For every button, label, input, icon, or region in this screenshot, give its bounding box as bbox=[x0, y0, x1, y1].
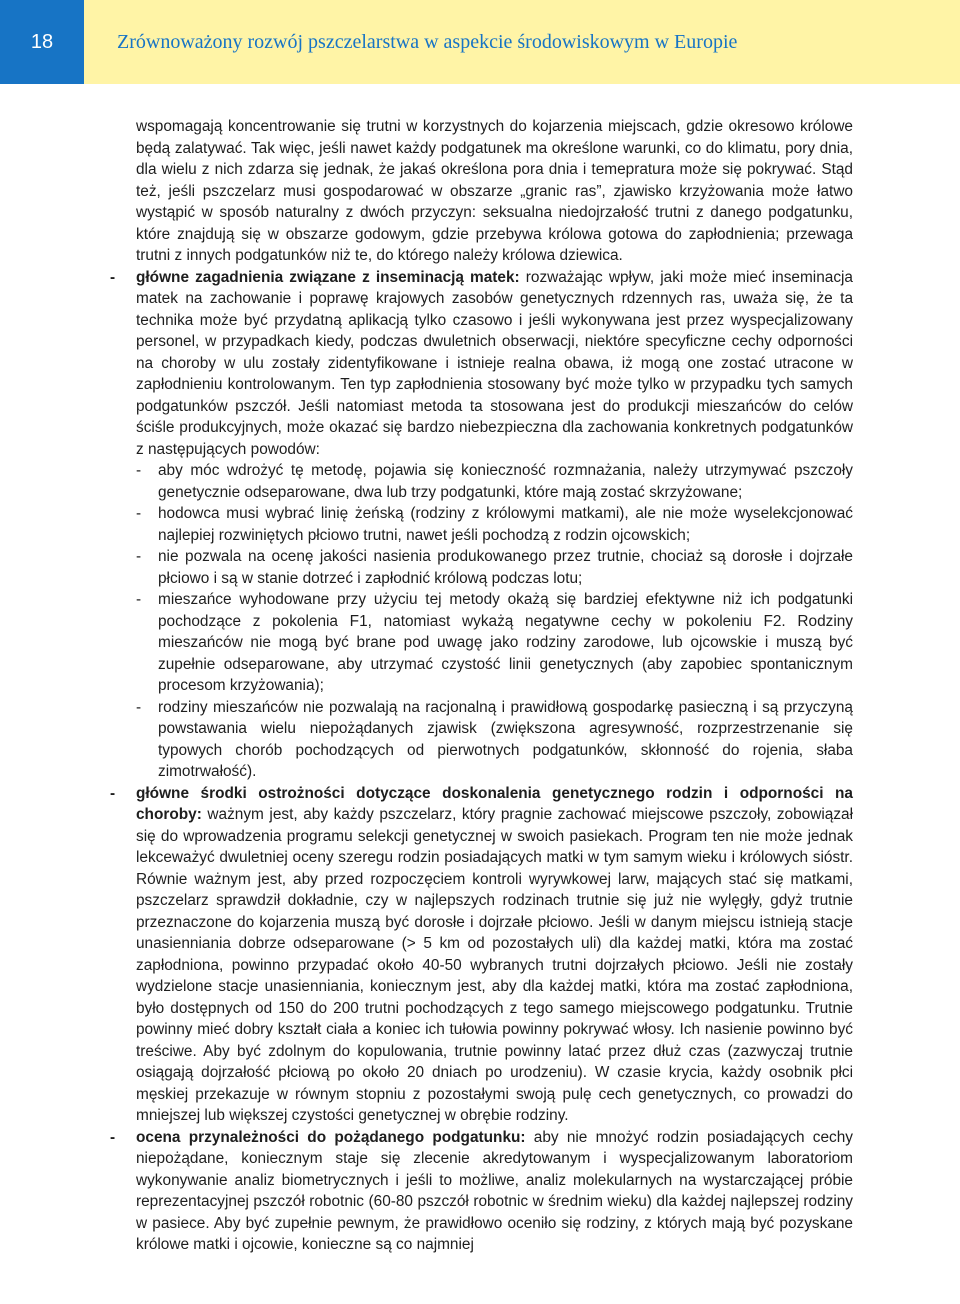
sub-dash: - bbox=[136, 548, 142, 565]
sub-item-text: hodowca musi wybrać linię żeńską (rodziny z królowymi matkami), ale nie może wyselekcjonować najlepiej rozwiniętych płciowo trutni, nawet jeśli pochodzą z rodzin ojcowskich; bbox=[158, 505, 853, 544]
item-text: rozważając wpływ, jaki może mieć inseminacja matek na zachowanie i poprawę krajowych zasobów genetycznych rdzennych ras, uważa się, że ta technika może być przydatną aplikacją tylko czasowo i jeśli wykonywana jest przez wyspecjalizowany personel, w przypadkach kiedy, podczas dwuletnich obserwacji, niektóre specyficzne cechy odporności na choroby w ulu zostały zidentyfikowane i istnieje realna obawa, iż mogą one zostać utracone w zapłodnieniu kontrolowanym. Ten typ zapłodnienia stosowany być może tylko w przypadku tych samych podgatunków pszczół. Jeśli natomiast metoda ta stosowana jest do produkcji mieszańców do celów ściśle produkcyjnych, może okazać się bardzo niebezpieczna dla zachowania konkretnych podgatunków z następujących powodów: bbox=[136, 268, 853, 458]
item-text: ważnym jest, aby każdy pszczelarz, który pragnie zachować miejscowe pszczoły, zobowiązał się do wprowadzenia programu selekcji genetycznej w swoich pasiekach. Program ten nie może jednak lekceważyć dwuletniej oceny szeregu rodzin posiadających matki w tym samym wieku i królowych sióstr. Równie ważnym jest, aby przed rozpoczęciem kontroli wyrywkowej larw, mających stać się matkami, pszczelarz sprawdził dokładnie, czy w najlepszych rodzinach trutnie się już nie wylęgły, gdyż trutnie przeznaczone do kojarzenia muszą być dorosłe i dojrzałe płciowo. Jeśli w danym miejscu istnieją stacje unasienniania dobrze odseparowane (> 5 km od pozostałych uli) dla każdej matki, która ma zostać zapłodniona, powinno przypadać około 40-50 wybranych trutni dojrzałych płciowo. Jeśli nie zostały wydzielone stacje unasienniania, koniecznym jest, aby dla każdej matki, która ma zostać zapłodniona, było dostępnych od 150 do 200 trutni pochodzących z tego samego miejscowego podgatunku. Trutnie powinny mieć dobry kształt ciała a koniec ich tułowia powinny pokrywać włosy. Ich nasienie powinno być treściwe. Aby być zdolnym do kopulowania, trutnie powinny latać przez dłuż czas (zazwyczaj trutnie osiągają dojrzałość płciową po około 20 dniach po urodzeniu). W czasie krycia, każdy osobnik płci męskiej przekazuje w równym stopniu z pozostałymi swoją pulę cech genetycznych, co prowadzi do mniejszej lub większej czystości genetycznej w obrębie rodziny. bbox=[136, 806, 853, 1124]
sub-dash: - bbox=[136, 505, 142, 522]
item-heading: główne środki ostrożności dotyczące doskonalenia genetycznego rodzin i odporności na choroby: bbox=[136, 784, 853, 823]
page-number: 18 bbox=[0, 0, 84, 84]
sub-item-text: aby móc wdrożyć tę metodę, pojawia się konieczność rozmnażania, należy utrzymywać pszczoły genetycznie odseparowane, dwa lub trzy podgatunki, które mają zostać skrzyżowane; bbox=[158, 462, 853, 501]
running-title: Zrównoważony rozwój pszczelarstwa w aspekcie środowiskowym w Europie bbox=[117, 30, 738, 53]
sub-list-item bbox=[108, 546, 853, 589]
sub-item-text: nie pozwala na ocenę jakości nasienia produkowanego przez trutnie, chociaż są dorosłe i dojrzałe płciowo i są w stanie dotrzeć i zapłodnić królową podczas lotu; bbox=[158, 548, 853, 587]
intro-paragraph: wspomagają koncentrowanie się trutni w korzystnych do kojarzenia miejscach, gdzie okresowo królowe będą zalatywać. Tak więc, jeśli nawet każdy podgatunek ma określone warunki, co do klimatu, pory dnia, dla wielu z nich zdarza się jednak, że jakaś określona pora dnia i temepratura może się pokrywać. Stąd też, jeśli pszczelarz musi gospodarować w obszarze „granic ras”, zjawisko krzyżowania może łatwo wystąpić w sposób naturalny z dwóch przyczyn: seksualna niedojrzałość trutni z danego podgatunku, które znajdują się w obszarze godowym, gdzie przebywa królowa gotowa do zapłodnienia; przewaga trutni z innych podgatunków niż te, do którego należy królowa dziewica. bbox=[136, 118, 853, 264]
sub-list-item bbox=[108, 697, 853, 783]
item-heading: ocena przynależności do pożądanego podgatunku: bbox=[136, 1128, 526, 1146]
list-item-insemination bbox=[108, 267, 853, 461]
sub-dash: - bbox=[136, 462, 142, 479]
item-heading: główne zagadnienia związane z inseminacją matek: bbox=[136, 268, 520, 286]
sub-dash: - bbox=[136, 698, 142, 716]
list-item-subspecies-assessment bbox=[108, 1127, 853, 1256]
list-dash: - bbox=[110, 1128, 116, 1146]
sub-item-text: mieszańce wyhodowane przy użyciu tej metody okażą się bardziej efektywne niż ich podgatunki pochodzące z pokolenia F1, natomiast wykażą negatywne cechy w pokoleniu F2. Rodziny mieszańców nie mogą być brane pod uwagę jako rodziny zarodowe, lub ojcowskie i muszą być zupełnie odseparowane, aby utrzymać czystość linii genetycznych (aby zapobiec spontanicznym procesom krzyżowania); bbox=[158, 591, 853, 694]
list-dash: - bbox=[110, 784, 116, 802]
sub-dash: - bbox=[136, 591, 142, 608]
list-item-genetic-improvement bbox=[108, 783, 853, 1127]
sub-list-item bbox=[108, 460, 853, 503]
document-body bbox=[108, 116, 853, 1256]
list-dash: - bbox=[110, 268, 116, 286]
page-header bbox=[0, 0, 960, 84]
item-text: aby nie mnożyć rodzin posiadających cechy niepożądane, koniecznym staje się zlecenie akredytowanym i wyspecjalizowanym laboratoriom wykonywanie analiz biometrycznych i jeśli to możliwe, analiz molekularnych na wystarczającej próbie reprezentacyjnej pszczół robotnic (60-80 pszczół robotnic w średnim wieku) dla każdej najlepszej rodziny w pasiece. Aby być zupełnie pewnym, że prawidłowo oceniło się rodziny, z których mają być pozyskane królowe matki i ojcowie, konieczne są co najmniej bbox=[136, 1128, 853, 1253]
sub-item-text: rodziny mieszańców nie pozwalają na racjonalną i prawidłową gospodarkę pasieczną i są przyczyną powstawania wielu niepożądanych zjawisk (zwiększona agresywność, rozprzestrzenanie się typowych chorób pochodzących od pierwotnych podgatunków, skłonność do rojenia, słaba zimotrwałość). bbox=[158, 698, 853, 780]
sub-list-item bbox=[108, 503, 853, 546]
sub-list-item bbox=[108, 589, 853, 697]
